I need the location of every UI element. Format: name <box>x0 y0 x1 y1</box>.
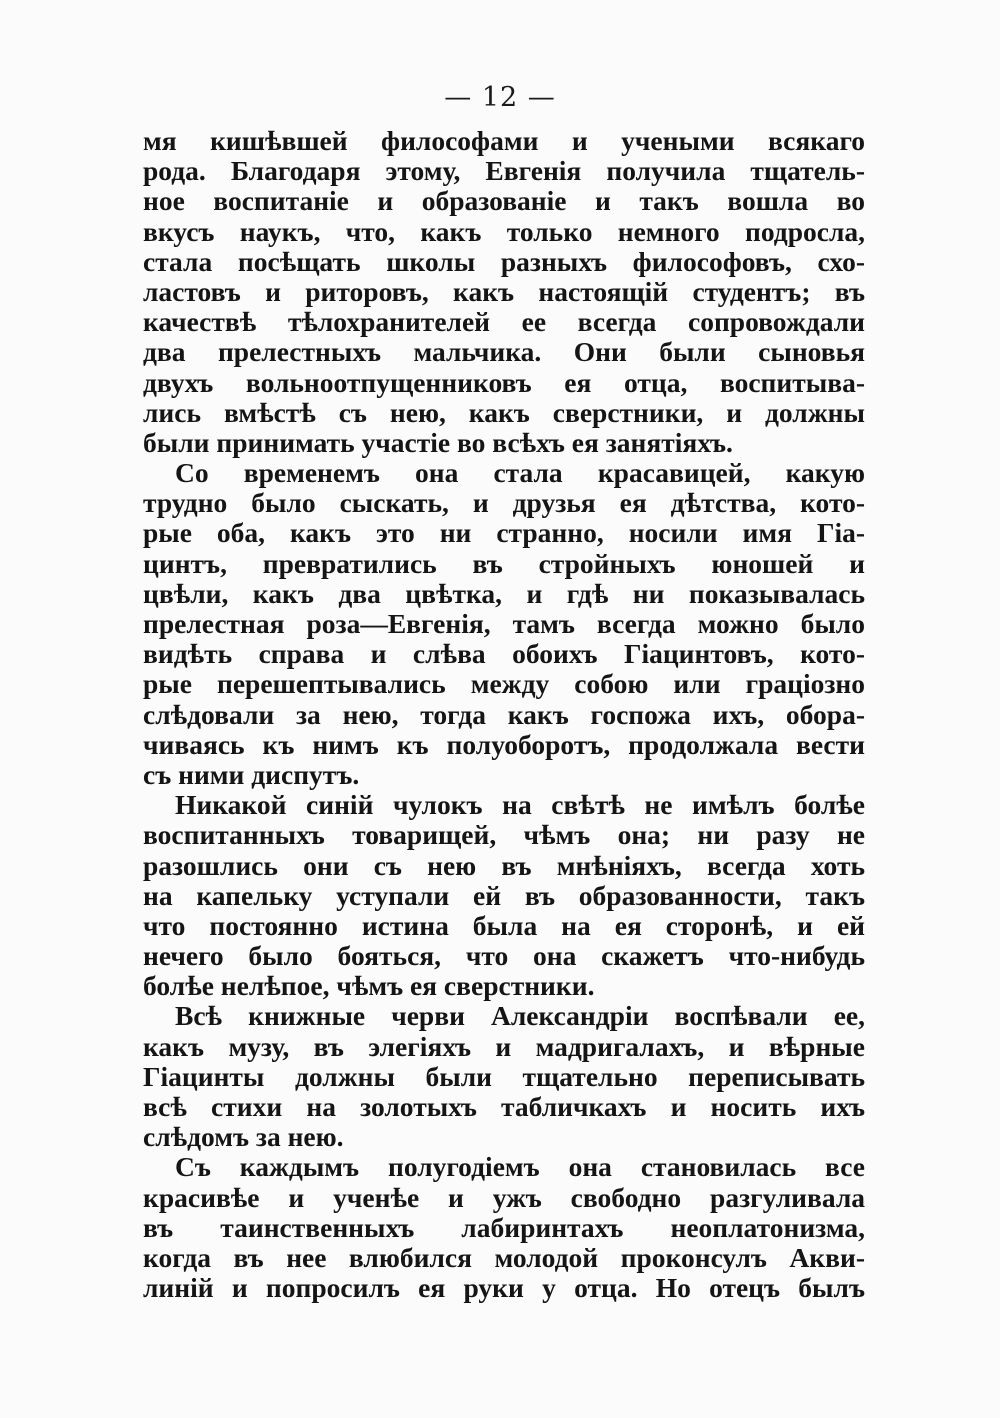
text-line: какъ музу, въ элегіяхъ и мадригалахъ, и вѣрные <box>143 1030 865 1062</box>
text-line: болѣе нелѣпое, чѣмъ ея сверстники. <box>143 970 595 1002</box>
text-line: рые оба, какъ это ни странно, носили имя Гіа- <box>143 517 865 549</box>
text-line: съ ними диспутъ. <box>143 758 360 790</box>
text-line: Гіацинты должны были тщательно переписывать <box>143 1060 865 1092</box>
text-line: слѣдомъ за нею. <box>143 1121 344 1153</box>
text-line: что постоянно истина была на ея сторонѣ, и ей <box>143 909 865 941</box>
paragraph <box>143 790 865 1001</box>
text-line: двухъ вольноотпущенниковъ ея отца, воспитыва- <box>143 366 865 398</box>
text-line: въ таинственныхъ лабиринтахъ неоплатонизма, <box>143 1211 865 1243</box>
paragraph <box>143 458 865 790</box>
text-line: на капельку уступали ей въ образованности, такъ <box>143 879 865 911</box>
page-number: — 12 — <box>444 82 556 113</box>
text-line: вкусъ наукъ, что, какъ только немного подросла, <box>143 215 865 247</box>
text-line: ластовъ и риторовъ, какъ настоящій студентъ; въ <box>143 275 865 307</box>
text-line: стала посѣщать школы разныхъ философовъ, схо- <box>143 245 865 277</box>
text-line: воспитанныхъ товарищей, чѣмъ она; ни разу не <box>143 819 865 851</box>
text-line: качествѣ тѣлохранителей ее всегда сопровождали <box>143 306 865 338</box>
text-line: нечего было бояться, что она скажетъ что-нибудь <box>143 940 865 972</box>
text-line: рода. Благодаря этому, Евгенія получила тщатель- <box>143 155 865 187</box>
text-line: Никакой синій чулокъ на свѣтѣ не имѣлъ болѣе <box>175 789 865 821</box>
text-line: Со временемъ она стала красавицей, какую <box>175 457 865 489</box>
text-line: когда въ нее влюбился молодой проконсулъ Акви- <box>143 1241 865 1273</box>
text-line: были принимать участіе во всѣхъ ея занятіяхъ. <box>143 426 733 458</box>
text-line: слѣдовали за нею, тогда какъ госпожа ихъ, обора- <box>143 698 865 730</box>
text-line: прелестная роза—Евгенія, тамъ всегда можно было <box>143 608 865 639</box>
text-line: чиваясь къ нимъ къ полуоборотъ, продолжала вести <box>143 728 865 760</box>
text-line: цинтъ, превратились въ стройныхъ юношей и <box>143 547 865 579</box>
text-line: два прелестныхъ мальчика. Они были сыновья <box>143 336 865 368</box>
text-line: лись вмѣстѣ съ нею, какъ сверстники, и должны <box>143 396 865 428</box>
text-line: линій и попросилъ ея руки у отца. Но отецъ былъ <box>143 1272 865 1304</box>
paragraph <box>143 126 865 458</box>
text-line: красивѣе и ученѣе и ужъ свободно разгуливала <box>143 1181 865 1213</box>
body-text <box>143 126 865 1303</box>
paragraph <box>143 1152 865 1303</box>
text-line: Съ каждымъ полугодіемъ она становилась все <box>175 1151 865 1183</box>
text-line: разошлись они съ нею въ мнѣніяхъ, всегда хоть <box>143 849 865 881</box>
text-line: цвѣли, какъ два цвѣтка, и гдѣ ни показывалась <box>143 577 865 609</box>
paragraph <box>143 1001 865 1152</box>
text-line: мя кишѣвшей философами и учеными всякаго <box>143 125 865 156</box>
text-line: рые перешептывались между собою или граціозно <box>143 668 865 700</box>
text-line: Всѣ книжные черви Александріи воспѣвали ее, <box>175 1000 865 1032</box>
text-line: трудно было сыскать, и друзья ея дѣтства, кото- <box>143 487 865 519</box>
text-line: видѣть справа и слѣва обоихъ Гіацинтовъ, кото- <box>143 638 865 670</box>
text-line: всѣ стихи на золотыхъ табличкахъ и носить ихъ <box>143 1091 865 1122</box>
text-line: ное воспитаніе и образованіе и такъ вошла во <box>143 185 865 217</box>
